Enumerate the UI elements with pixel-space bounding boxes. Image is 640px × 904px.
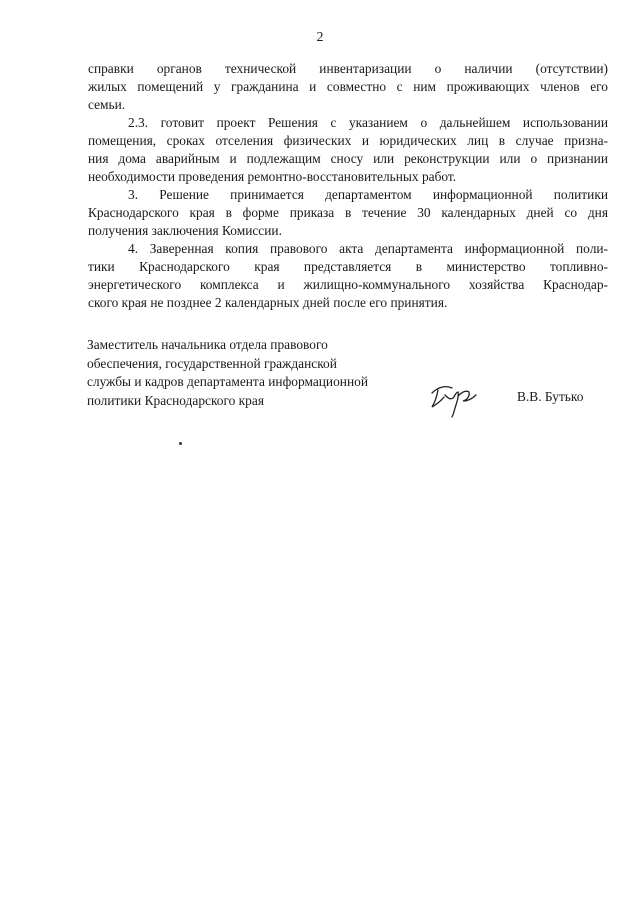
text-line: энергетического комплекса и жилищно-коммунального хозяйства Краснодар- [88,277,608,292]
text-line: 2.3. готовит проект Решения с указанием о дальнейшем использовании [128,115,608,130]
paragraph-item-4 [88,240,608,312]
signatory-position [87,336,417,410]
text-line: 3. Решение принимается департаментом информационной политики [128,187,608,202]
page-number: 2 [316,30,324,45]
document-body [88,60,608,312]
text-line: ния дома аварийным и подлежащим сносу или реконструкции или о признании [88,151,608,166]
text-line: 4. Заверенная копия правового акта департамента информационной поли- [128,241,608,256]
paragraph-item-3 [88,186,608,240]
text-line: помещения, сроках отселения физических и юридических лиц в случае призна- [88,133,608,148]
scan-speck [179,442,182,445]
position-line: политики Краснодарского края [87,392,264,408]
text-line: справки органов технической инвентаризации о наличии (отсутствии) [88,61,608,76]
position-line: службы и кадров департамента информационной [87,374,368,389]
handwritten-signature [428,380,478,418]
text-line: семьи. [88,97,126,112]
text-line: ского края не позднее 2 календарных дней после его принятия. [88,295,448,310]
position-line: обеспечения, государственной гражданской [87,355,337,371]
paragraph-references [88,60,608,114]
text-line: тики Краснодарского края представляется в министерство топливно- [88,259,608,274]
text-line: получения заключения Комиссии. [88,223,282,238]
text-line: необходимости проведения ремонтно-восстановительных работ. [88,169,457,184]
signatory-name: В.В. Бутько [517,389,584,404]
position-line: Заместитель начальника отдела правового [87,337,328,352]
paragraph-item-2-3 [88,114,608,186]
text-line: Краснодарского края в форме приказа в течение 30 календарных дней со дня [88,205,608,220]
text-line: жилых помещений у гражданина и совместно с ним проживающих членов его [88,79,608,94]
